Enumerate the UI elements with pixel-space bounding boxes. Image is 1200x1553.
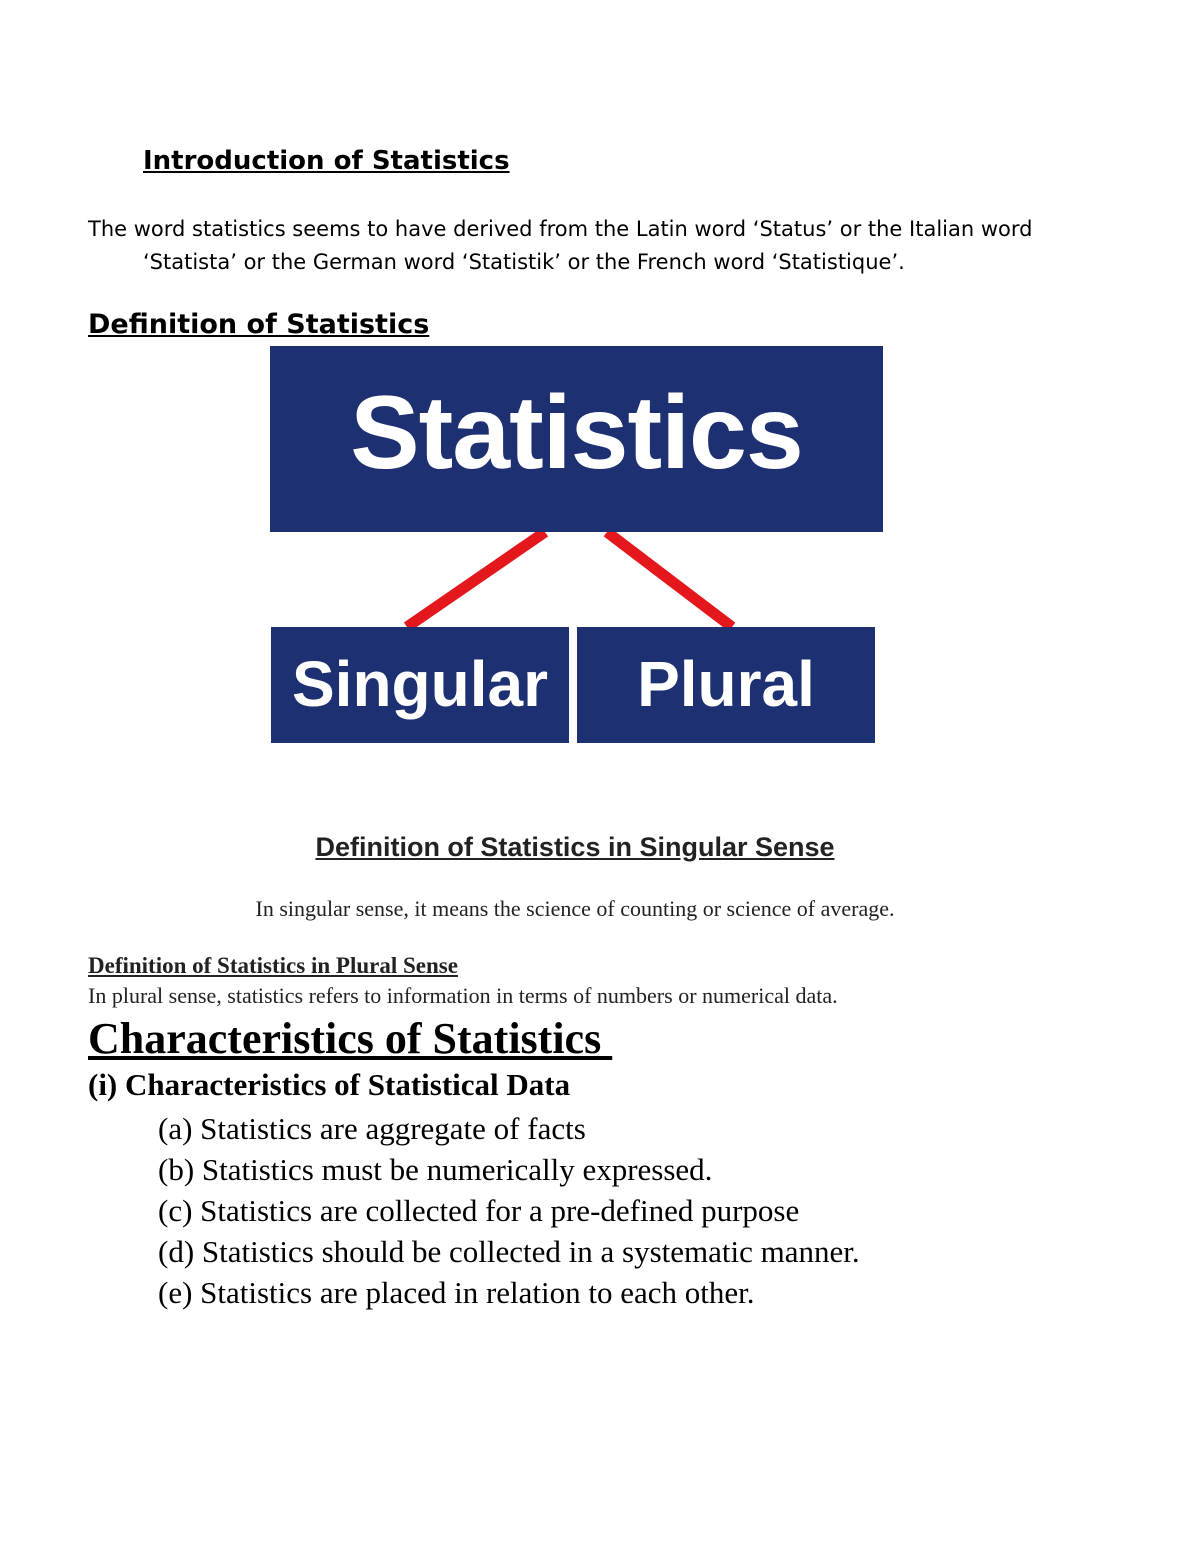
plural-sense-heading: Definition of Statistics in Plural Sense — [88, 953, 458, 978]
statistics-box — [270, 346, 883, 532]
intro-paragraph-line-1: The word statistics seems to have derived from the Latin word ‘Status’ or the Italian word — [88, 217, 1033, 241]
characteristics-heading: Characteristics of Statistics — [88, 1014, 613, 1063]
characteristics-list — [158, 1108, 860, 1313]
connector-right-line — [607, 532, 732, 627]
intro-heading: Introduction of Statistics — [143, 146, 510, 176]
list-item: (d) Statistics should be collected in a systematic manner. — [158, 1234, 860, 1269]
statistics-graphic — [267, 346, 883, 746]
statistics-box-label: Statistics — [350, 375, 803, 491]
singular-sense-heading: Definition of Statistics in Singular Sense — [315, 832, 835, 862]
singular-box — [271, 627, 569, 743]
plural-sense-text: In plural sense, statistics refers to information in terms of numbers or numerical data. — [88, 983, 838, 1008]
plural-box — [577, 627, 875, 743]
connector-left-line — [407, 532, 545, 627]
intro-paragraph — [88, 213, 1088, 279]
definition-heading: Definition of Statistics — [88, 309, 430, 340]
characteristics-subheading: (i) Characteristics of Statistical Data — [88, 1067, 571, 1102]
list-item: (b) Statistics must be numerically expressed. — [158, 1152, 713, 1187]
singular-box-label: Singular — [291, 648, 549, 720]
intro-paragraph-line-2: ‘Statista’ or the German word ‘Statistik’ or the French word ‘Statistique’. — [143, 250, 905, 274]
list-item: (c) Statistics are collected for a pre-defined purpose — [158, 1193, 800, 1228]
singular-sense-text: In singular sense, it means the science of counting or science of average. — [255, 896, 895, 921]
plural-box-label: Plural — [637, 648, 815, 720]
list-item: (e) Statistics are placed in relation to each other. — [158, 1275, 755, 1310]
list-item: (a) Statistics are aggregate of facts — [158, 1111, 586, 1146]
